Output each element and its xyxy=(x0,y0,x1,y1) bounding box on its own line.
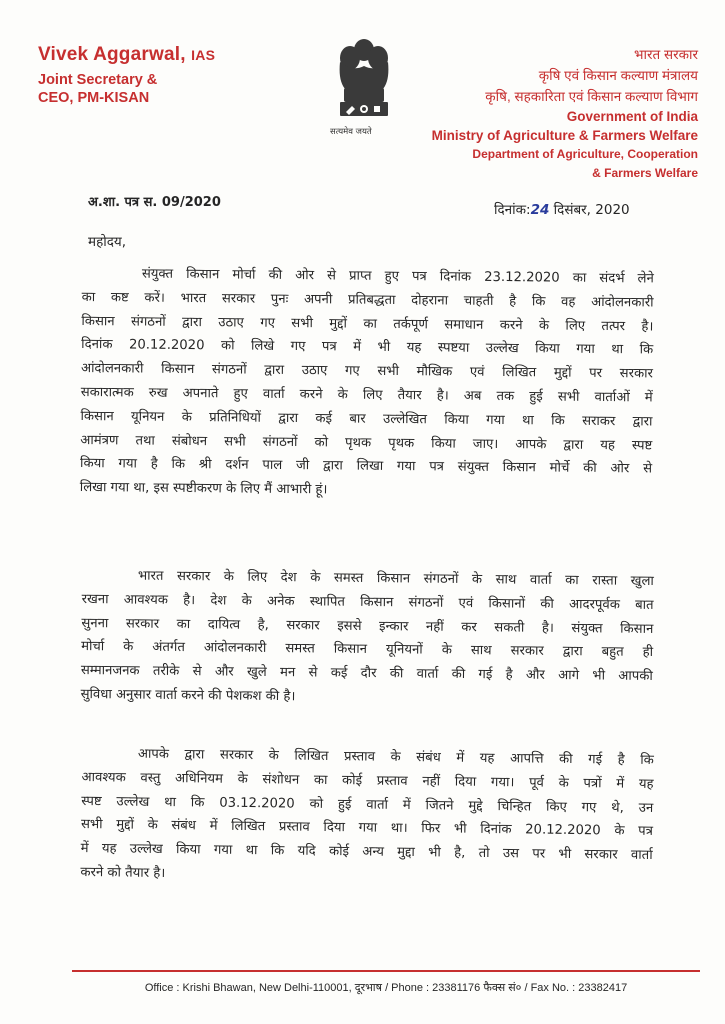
footer-divider xyxy=(72,970,700,972)
paragraph-1 xyxy=(80,262,654,505)
gov-line-ministry-hindi: कृषि एवं किसान कल्याण मंत्रालय xyxy=(538,68,698,83)
paragraph-line: आमंत्रण तथा संबोधन सभी संगठनों को पृथक पृथक किया जाए। आपके द्वारा यह स्पष्ट xyxy=(80,432,653,454)
sender-role-line1: Joint Secretary & xyxy=(38,72,158,88)
paragraph-line: सकारात्मक रुख अपनाते हुए वार्ता करने के लिए तैयार है। अब तक हुई सभी वार्ताओं में xyxy=(80,384,653,406)
paragraph-3 xyxy=(80,742,654,892)
government-letterhead xyxy=(398,44,698,183)
paragraph-line: किसान संगठनों द्वारा उठाए गए सभी मुद्दों का तर्कपूर्ण समाधान करने के लिए तत्पर है। xyxy=(81,313,654,335)
paragraph-line: में यह उल्लेख किया गया था कि यदि कोई अन्य मुद्दा भी है, तो उस पर भी सरकार वार्ता xyxy=(80,841,653,864)
gov-line-bharat-sarkar: भारत सरकार xyxy=(634,47,698,62)
gov-line-ministry-english: Ministry of Agriculture & Farmers Welfare xyxy=(431,128,698,143)
paragraph-line: लिखा गया था, इस स्पष्टीकरण के लिए मैं आभारी हूं। xyxy=(79,480,328,498)
sender-block xyxy=(38,44,215,107)
sender-role xyxy=(38,71,215,107)
paragraph-line: आपके द्वारा सरकार के लिखित प्रस्ताव के संबंध में यह आपत्ति की गई है कि xyxy=(137,746,654,768)
gov-line-department-english: Department of Agriculture, Cooperation xyxy=(472,147,698,161)
letter-reference: अ.शा. पत्र स. 09/2020 xyxy=(88,195,221,210)
paragraph-line: मोर्चा के अंतर्गत आंदोलनकारी समस्त किसान यूनियनों के साथ सरकार द्वारा बहुत ही xyxy=(81,639,654,661)
paragraph-line: सभी मुद्दों के संबंध में लिखित प्रस्ताव दिया गया था। फिर भी दिनांक 20.12.2020 के पत्र xyxy=(80,817,654,840)
paragraph-line: संयुक्त किसान मोर्चा की ओर से प्राप्त हुए पत्र दिनांक 23.12.2020 का संदर्भ लेने xyxy=(141,266,654,287)
paragraph-line: आंदोलनकारी किसान संगठनों द्वारा उठाए गए सभी मौखिक एवं लिखित मुद्दों पर सरकार xyxy=(80,361,654,382)
sender-name: Vivek Aggarwal, IAS xyxy=(38,44,216,65)
paragraph-line: भारत सरकार के लिए देश के समस्त किसान संगठनों के साथ वार्ता का रास्ता खुला xyxy=(137,568,654,589)
paragraph-line: का कष्ट करें। भारत सरकार पुनः अपनी प्रतिबद्धता दोहराना चाहती है कि वह आंदोलनकारी xyxy=(81,289,654,311)
emblem-motto: सत्यमेव जयते xyxy=(330,127,372,137)
paragraph-line: सुविधा अनुसार वार्ता करने की पेशकश की है। xyxy=(80,686,296,705)
paragraph-line: किया गया है कि श्री दर्शन पाल जी द्वारा लिखा गया पत्र संयुक्त किसान मोर्चे की ओर से xyxy=(79,456,653,477)
paragraph-line: आवश्यक वस्तु अधिनियम के संशोधन का कोई प्रस्ताव नहीं दिया गया। पूर्व के पत्रों में यह xyxy=(81,769,654,792)
date-day-handwritten: 24 xyxy=(530,202,550,218)
sender-suffix: IAS xyxy=(191,47,216,63)
paragraph-line: सुनना सरकार का दायित्व है, सरकार इससे इन्कार नहीं कर सकती है। संयुक्त किसान xyxy=(81,615,654,637)
paragraph-line: सम्मानजनक तरीके से और खुले मन से कई दौर की वार्ता की गई है और आगे भी आपकी xyxy=(80,663,653,685)
date-label: दिनांक: xyxy=(494,202,531,218)
paragraph-line: करने को तैयार है। xyxy=(80,864,166,882)
gov-line-department-english-cont: & Farmers Welfare xyxy=(592,166,698,180)
gov-line-department-hindi: कृषि, सहकारिता एवं किसान कल्याण विभाग xyxy=(485,89,698,104)
gov-line-government-of-india: Government of India xyxy=(566,109,698,124)
letter-date xyxy=(494,200,630,218)
salutation: महोदय, xyxy=(88,234,127,250)
paragraph-line: किसान यूनियन के प्रतिनिधियों द्वारा कई बार उल्लेखित किया गया था कि सराकर द्वारा xyxy=(80,408,653,430)
paragraph-line: स्पष्ट उल्लेख था कि 03.12.2020 को हुई वार्ता में जितने मुद्दे चिन्हित किए गए थे, उन xyxy=(81,793,654,816)
sender-role-line2: CEO, PM-KISAN xyxy=(38,90,150,106)
date-rest: दिसंबर, 2020 xyxy=(549,202,630,218)
paragraph-line: दिनांक 20.12.2020 को लिखे गए पत्र में भी यह स्पष्टया उल्लेख किया गया था कि xyxy=(81,337,654,358)
paragraph-2 xyxy=(81,564,654,713)
paragraph-line: रखना आवश्यक है। देश के अनेक स्थापित किसान संगठनों एवं किसानों की आदरपूर्वक बात xyxy=(81,591,654,613)
footer-address: Office : Krishi Bhawan, New Delhi-110001, दूरभाष / Phone : 23381176 फैक्स सं० / Fax No. : 23382417 xyxy=(144,982,628,994)
